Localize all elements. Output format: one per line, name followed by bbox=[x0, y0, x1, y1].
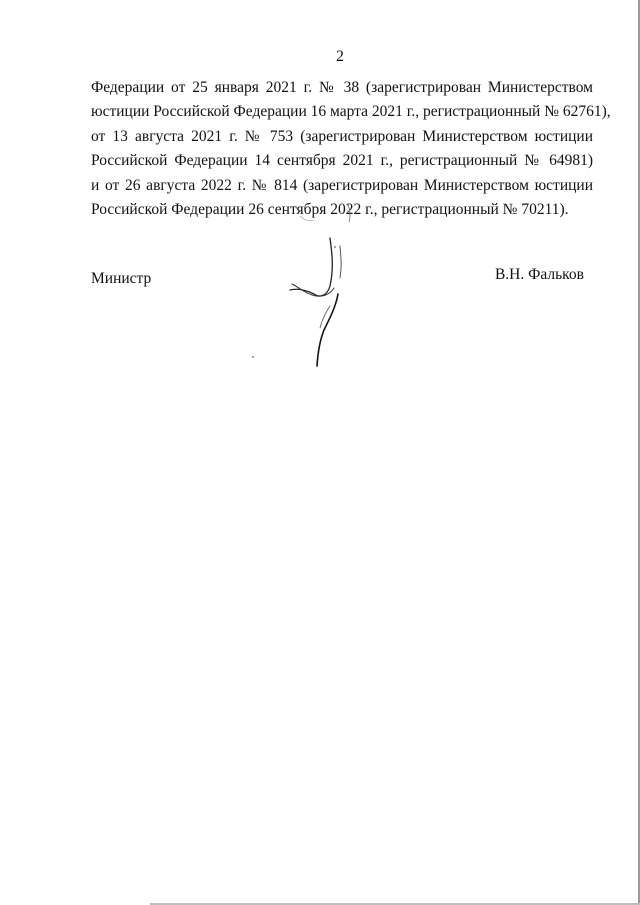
scan-speck bbox=[334, 246, 336, 248]
body-line: Российской Федерации 14 сентября 2021 г., регистрационный № 64981) bbox=[91, 152, 593, 170]
scan-speck bbox=[252, 356, 254, 358]
body-line: Федерации от 25 января 2021 г. № 38 (зарегистрирован Министерством bbox=[91, 79, 593, 96]
signatory-name: В.Н. Фальков bbox=[494, 266, 584, 283]
body-line: от 13 августа 2021 г. № 753 (зарегистрирован Министерством юстиции bbox=[91, 127, 593, 145]
handwritten-signature bbox=[270, 198, 380, 378]
body-line: юстиции Российской Федерации 16 марта 2021 г., регистрационный № 62761), bbox=[91, 103, 611, 121]
page-number: 2 bbox=[336, 48, 344, 65]
signatory-title: Министр bbox=[91, 270, 152, 287]
body-line: Российской Федерации 26 сентября 2022 г., регистрационный № 70211). bbox=[91, 201, 569, 219]
body-line: и от 26 августа 2022 г. № 814 (зарегистрирован Министерством юстиции bbox=[91, 176, 593, 194]
